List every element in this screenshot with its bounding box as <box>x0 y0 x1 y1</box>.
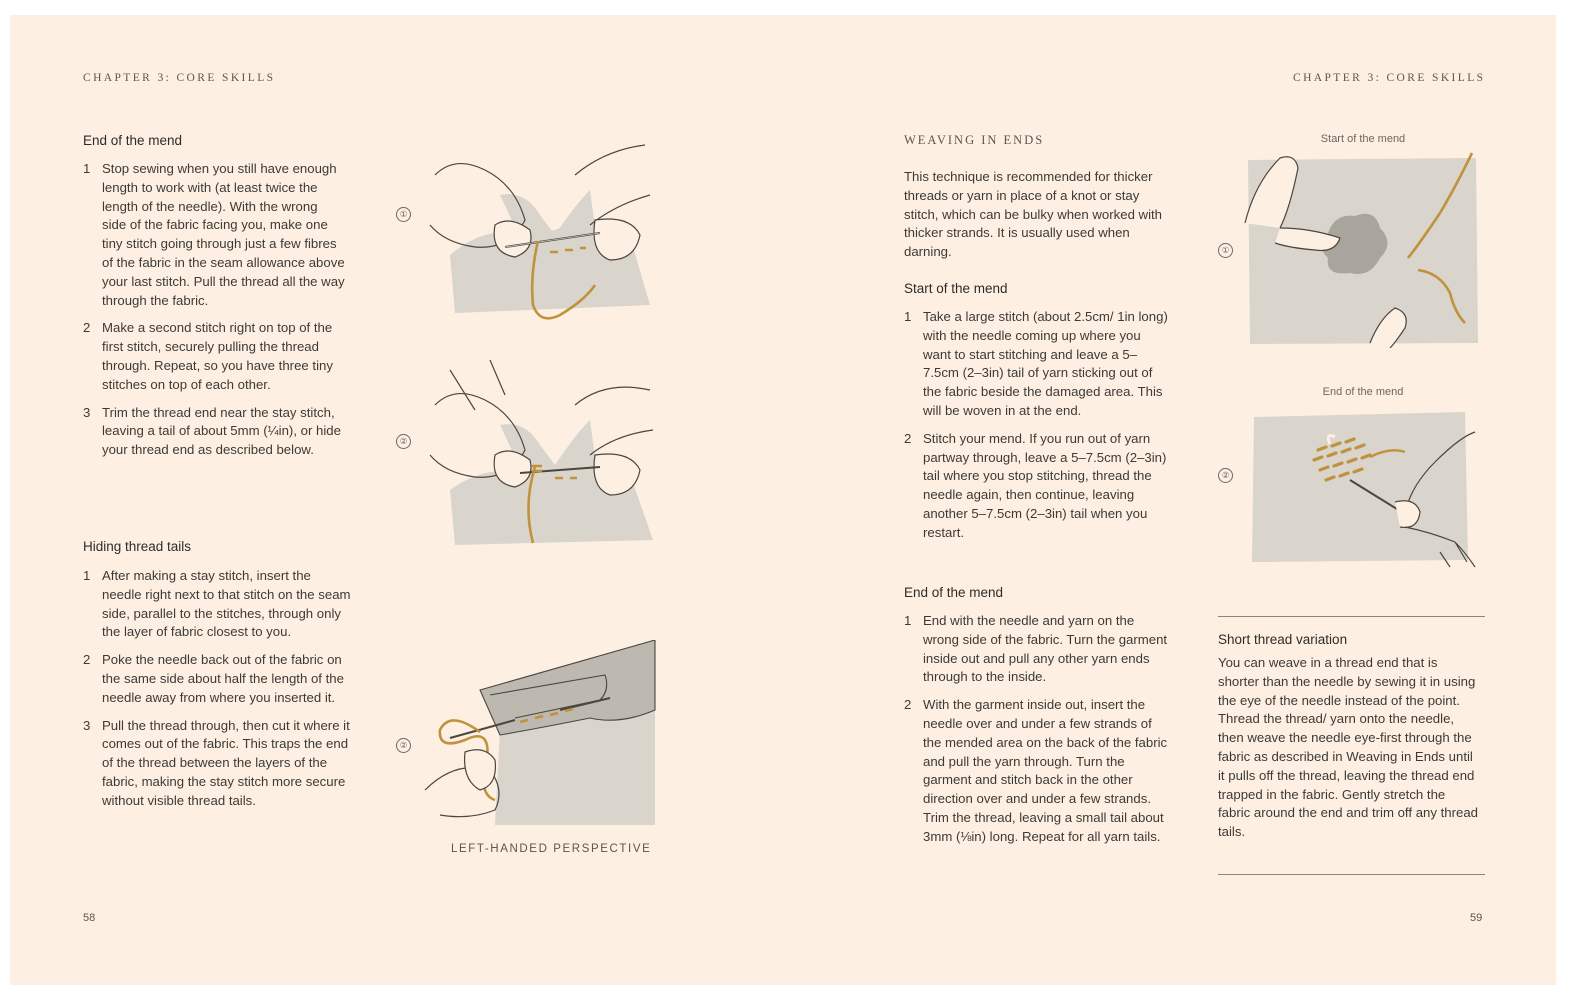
running-head-left: CHAPTER 3: CORE SKILLS <box>83 72 276 84</box>
section-heading-end-of-mend-right: End of the mend <box>904 585 1004 600</box>
section-heading-hiding-tails: Hiding thread tails <box>83 539 192 554</box>
figure-marker: ② <box>1218 468 1233 483</box>
sidebar-rule-bottom <box>1218 874 1485 875</box>
illustration-hiding-tail <box>420 640 660 830</box>
sidebar-rule-top <box>1218 616 1485 617</box>
illustration-stay-stitch-1 <box>415 135 660 325</box>
step: 1 Take a large stitch (about 2.5cm/ 1in long) with the needle coming up where you want to start stitching and leave a 5–7.5cm (2–3in) tail of yarn sticking out of the fabric beside the damaged area. This will be woven in at the end. <box>904 309 1168 418</box>
figure-caption: End of the mend <box>1322 386 1404 398</box>
illustration-start-of-mend <box>1240 148 1485 348</box>
step: 1 Stop sewing when you still have enough length to work with (at least twice the length of the needle). With the wrong side of the fabric facing you, make one tiny stitch going through just a few fibres of the fabric in the seam allowance above your last stitch. Pull the thread all the way through the fabric. <box>83 161 345 308</box>
page-number-left: 58 <box>83 912 96 924</box>
sidebar-text: You can weave in a thread end that is shorter than the needle by sewing it in using the eye of the needle instead of the point. Thread the thread/ yarn onto the needle, then weave the needle eye-first through the fabric as described in Weaving in Ends until it pulls off the thread, leaving the thread end trapped in the fabric. Gently stretch the fabric around the end and trim off any thread tails. <box>1218 655 1479 840</box>
start-of-mend-steps <box>904 308 1168 552</box>
figure-marker: ① <box>1218 243 1233 258</box>
figure-marker: ① <box>396 207 411 222</box>
step: 2 With the garment inside out, insert the needle over and under a few strands of the mended area on the back of the fabric and pull the yarn through. Turn the garment and stitch back in the other direction over and under a few strands. Trim the thread, leaving a small tail about 3mm (⅛in) long. Repeat for all yarn tails. <box>904 697 1168 844</box>
figure-caption: LEFT-HANDED PERSPECTIVE <box>451 843 652 855</box>
weaving-intro: This technique is recommended for thicker threads or yarn in place of a knot or stay stitch, which can be bulky when worked with thicker strands. It is usually used when darning. <box>904 169 1163 260</box>
running-head-right: CHAPTER 3: CORE SKILLS <box>1293 72 1486 84</box>
step: 2 Stitch your mend. If you run out of yarn partway through, leave a 5–7.5cm (2–3in) tail where you stop stitching, thread the needle again, then continue, leaving another 5–7.5cm (2–3in) tail when you restart. <box>904 430 1167 540</box>
sidebar-heading: Short thread variation <box>1218 632 1348 647</box>
illustration-stay-stitch-2 <box>415 355 660 550</box>
page-number-right: 59 <box>1470 912 1483 924</box>
step: 3 Trim the thread end near the stay stitch, leaving a tail of about 5mm (¼in), or hide your thread end as described below. <box>83 404 341 458</box>
step: 2 Make a second stitch right on top of the first stitch, securely pulling the thread through. Repeat, so you have three tiny stitches on top of each other. <box>83 320 333 392</box>
figure-marker: ② <box>396 434 411 449</box>
end-of-mend-steps <box>83 160 345 469</box>
step: 1 After making a stay stitch, insert the needle right next to that stitch on the seam side, parallel to the stitches, through only the layer of fabric closest to you. <box>83 568 351 640</box>
illustration-end-of-mend <box>1240 402 1485 572</box>
figure-marker: ② <box>396 738 411 753</box>
step: 3 Pull the thread through, then cut it where it comes out of the fabric. This traps the end of the thread between the layers of the fabric, making the stay stitch more secure without visible thread tails. <box>83 717 350 808</box>
section-heading-start-of-mend: Start of the mend <box>904 281 1008 296</box>
section-heading-end-of-mend: End of the mend <box>83 133 183 148</box>
step: 1 End with the needle and yarn on the wrong side of the fabric. Turn the garment inside out and pull any other yarn ends through to the inside. <box>904 613 1168 685</box>
hiding-tails-steps <box>83 567 351 820</box>
figure-caption: Start of the mend <box>1320 133 1406 145</box>
end-of-mend-steps-right <box>904 612 1168 856</box>
step: 2 Poke the needle back out of the fabric on the same side about half the length of the needle away from where you inserted it. <box>83 652 344 705</box>
section-heading-weaving: WEAVING IN ENDS <box>904 133 1045 147</box>
